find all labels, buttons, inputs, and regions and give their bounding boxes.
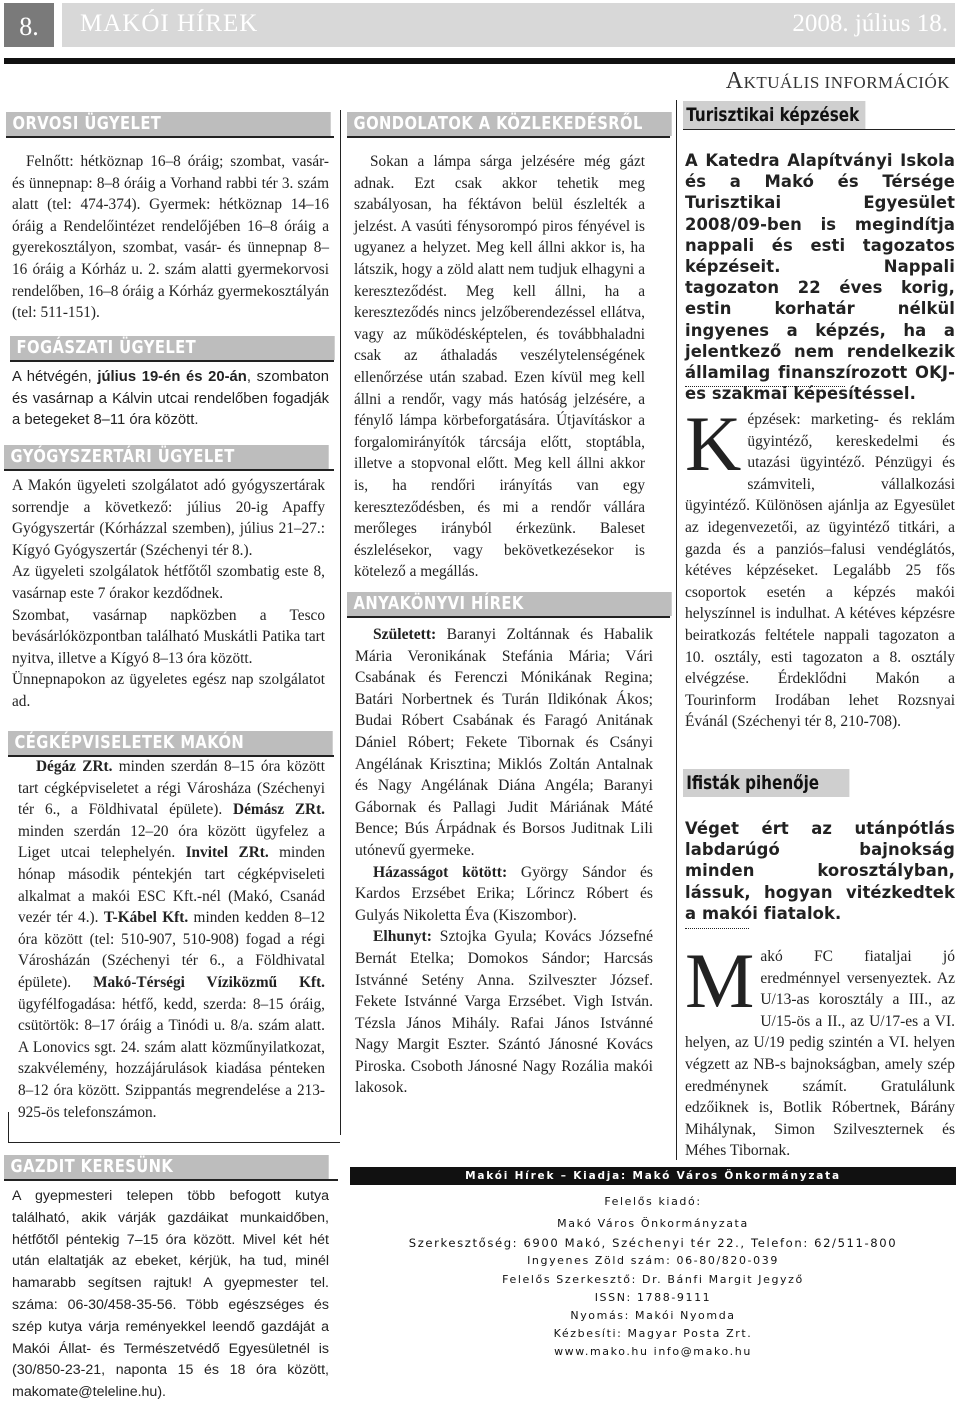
impressum-line: ISSN: 1788-9111 <box>594 1291 712 1304</box>
page-number: 8. <box>4 3 54 47</box>
cegkepviseletek-text: Dégáz ZRt. minden szerdán 8–15 óra között tart cégképviseletet a régi Városháza (Széchenyi tér 6., a Földhivatal épülete). Démász ZRt. minden szerdán 12–20 óra között ügyfelez a Liget utcai telephelyén. Invitel ZRt. minden hónap második péntekjén tart cégképviseleti alkalmat a makói ESC Kft.-nél (Makó, Csanád vezér tér 4.). T-Kábel Kft. minden kedden 8–12 óra között (tel: 510-907, 510-908) fogad a régi Városházán (Széchenyi tér 6., a Földhivatal épülete). Makó-Térségi Víziközmű Kft. ügyfélfogadása: hétfő, kedd, szerda: 8–15 óráig, csütörtök: 8–17 óráig a Tinódi u. 8/a. szám alatt. A Lonovics sgt. 24. szám alatt közműnyilatkozat, szakvélemény, hozzájárulások kiadása pénteken 8–12 óra között. Szippantás megrendelése a 213-925-ös telefonszámon. <box>18 758 325 1121</box>
issue-date: 2008. július 18. <box>792 10 948 37</box>
turisztikai-text: Képzések: marketing- és reklám ügyintéző, kereskedelmi és utazási ügyintéző. Pénzügyi és számviteli, vállalkozási ügyintéző. Különösen ajánlja az Egyesület az idegenvezetői, az ügyintéző titkári, a gazda és a panziós–falusi vendéglátós, kétéves képzéseket. Legalább 25 fős csoportok esetén a képzés makói helyszínnel is indulhat. A kétéves képzésre beiratkozás feltétele nappali tagozaton a 10. osztály, esti tagozaton a 8. osztály elvégzése. Érdeklődni Makón a Tourinform Irodában lehet Rozsnyai Évánál (Széchenyi tér 8, 210-708). <box>685 400 955 731</box>
heading-rule <box>4 1179 338 1181</box>
dotted-divider <box>685 386 845 387</box>
heading-rule <box>347 136 670 138</box>
column-divider-right <box>676 100 677 1160</box>
fogaszati-text: A hétvégén, július 19-én és 20-án, szombaton és vasárnap a Kálvin utcai rendelőben fogadják a betegeket 8–11 óra között. <box>12 369 329 429</box>
rubric-rest: KTUÁLIS INFORMÁCIÓK <box>743 73 950 92</box>
orvosi-text: Felnőtt: hétköznap 16–8 óráig; szombat, vasár- és ünnepnap: 8–8 óráig a Vorhand rabbi tér 3. szám alatt (tel: 474-374). Gyermek: hétköznap 14–16 óráig a Rendelőintézet rendelőjében 16–8 óráig a gyerekosztályon, szombat, vasár- és ünnepnap 8–16 óráig a Kórház u. 2. szám alatti gyermekorvosi rendelőben, 16–8 óráig a Kórház gyermekosztályán (tel: 511-151). <box>12 153 329 322</box>
dropcap-k: K <box>685 400 742 487</box>
heading-rule <box>683 129 955 130</box>
impressum-line: Kézbesíti: Magyar Posta Zrt. <box>553 1327 753 1340</box>
impressum-links[interactable]: www.mako.hu info@mako.hu <box>554 1345 752 1358</box>
rubric-initial: A <box>725 68 744 94</box>
impressum-line: Nyomás: Makói Nyomda <box>570 1309 736 1322</box>
heading-rule <box>6 136 334 138</box>
dropcap-m: M <box>685 937 755 1024</box>
heading-anyakonyvi: ANYAKÖNYVI HÍREK <box>347 592 672 616</box>
fogaszati-dates: július 19-én és 20-án <box>97 369 247 385</box>
anyakonyvi-text: Született: Baranyi Zoltánnak és Habalik Mária Veronikának Stefánia Mária; Vári Csabának és Ferenczi Mónikának Regina; Batári Norbertnek és Turán Ildikónak Ákos; Budai Róbert Csabának és Faragó Anitának Dániel Róbert; Fekete Tibornak és Csányi Angélának Krisztina; Miklós Zoltán Antalnak és Nagy Angélának Diána Angéla; Baranyi Gábornak és Pallagi Judit Máriának Máté Bence; Bús Árpádnak és Borsos Juditnak Lili utónevű gyermeke. Házasságot kötött: György Sándor és Kardos Erzsébet Erika; Lőrincz Róbert és Gulyás Nikoletta Éva (Kiszombor). Elhunyt: Sztojka Gyula; Kovács Józsefné Bernát Etelka; Domokos Sándor; Harcsás Istvánné Setény Anna. Szilveszter József. Fekete Istvánné Varga Erzsébet. Vigh István. Tézsla János Mihály. Rafai János Istvánné Nagy Margit Eszter. Szántó Jánosné Kovács Piroska. Csoboth Jánosné Nagy Rozália makói lakosok. <box>355 626 653 1097</box>
heading-rule <box>4 469 334 471</box>
heading-orvosi: ORVOSI ÜGYELET <box>6 112 331 136</box>
ifistak-text: Makó FC fiataljai jó eredménnyel versenyeztek. Az U/13-as korosztály a III., az U/15-ös a II., az U/17-es a VI. helyen, az U/19 pedig szintén a VI. helyen végzett az NB-s bajnokságban, amely szép eredménynek számít. Gratulálunk edzőiknek is, Botlik Róbertnek, Bárány Mihálynak, Simon Szilveszternek és Méhes Tibornak. <box>685 937 955 1160</box>
turisztikai-lead: A Katedra Alapítványi Iskola és a Makó és Térsége Turisztikai Egyesület 2008/09-ben is megindítja nappali és esti tagozatos képzéseit. Nappali tagozaton 22 éves korig, estin korhatár nélkül ingyenes a képzés, ha a jelentkező nem rendelkezik államilag finanszírozott OKJ-es szakmai képesítéssel. <box>685 151 955 404</box>
heading-turisztikai: Turisztikai képzések <box>683 101 865 129</box>
gazdit-text: A gyepmesteri telepen több befogott kutya található, akik várják gazdáikat munkaidőben, hétfőtől péntekig 7–15 óra között. Mivel két hét után elaltatják az ebeket, kérjük, ha tud, minél hamarabb segítsen rajtuk! A gyepmester tel. száma: 06-30/458-35-56. Több egészséges és szép kutya várja reményekkel leendő gazdáját a Makói Állat- és Természetvédő Egyesületnél is (30/850-23-21, naponta 15 és 18 óra között, makomate@teleline.hu). <box>12 1188 329 1401</box>
heading-gyogyszertari: GYÓGYSZERTÁRI ÜGYELET <box>4 445 329 469</box>
divider <box>8 1142 340 1143</box>
impressum-bar: Makói Hírek – Kiadja: Makó Város Önkormányzata <box>350 1167 956 1185</box>
masthead-rule <box>4 58 955 64</box>
impressum-line: Szerkesztőség: 6900 Makó, Széchenyi tér 22., Telefon: 62/511-800 <box>408 1236 898 1250</box>
column-divider-left <box>340 110 341 1135</box>
heading-fogaszati: FOGÁSZATI ÜGYELET <box>10 336 335 360</box>
ifistak-lead: Véget ért az utánpótlás labdarúgó bajnokság minden korosztályban, lássuk, hogyan vitézkedtek a makói fiatalok. <box>685 819 955 923</box>
section-rubric <box>726 68 950 95</box>
heading-cegkepviseletek: CÉGKÉPVISELETEK MAKÓN <box>8 731 333 755</box>
dotted-divider <box>685 928 749 929</box>
gondolatok-text: Sokan a lámpa sárga jelzésére még gázt adnak. Ezt csak akkor tehetik meg szabályosan, ha féktávon belül észlelték a jelzést. A vasúti fénysorompó piros fényével is ugyanez a helyzet. Meg kell állni akkor is, ha látszik, hogy a zöld alatt nem tudjuk elhagyni a kereszteződést. Meg kell állni, ha a kereszteződés nincs jelzőberendezéssel ellátva, vagy az működésképtelen, és továbbhaladni csak az áthaladás veszélytelenségének ellenőrzése után szabad. Ezen kívül meg kell állni a rendőr, vagy más hatóság jelzésére, a fénylő lámpa körbeforgatására. Útjavításkor a forgalomirányítók tárcsája előtt, stoptábla, illetve a stopvonal előtt. Meg kell állni akkor is, ha rendőri irányítás van egy kereszteződésben, és mi a rendőr vállára merőleges irányból érkezünk. Baleset észlelésekor, vagy bekövetkezésekor is kötelező a megállás. <box>354 153 645 581</box>
heading-gondolatok: GONDOLATOK A KÖZLEKEDÉSRŐL <box>347 112 672 136</box>
impressum-line: Felelős Szerkesztő: Dr. Bánfi Margit Jegyző <box>502 1273 804 1286</box>
impressum-line: Ingyenes Zöld szám: 06-80/820-039 <box>527 1254 779 1267</box>
heading-ifistak: Ifisták pihenője <box>683 769 849 797</box>
newspaper-title: MAKÓI HÍREK <box>80 10 259 37</box>
heading-gazdit: GAZDIT KERESÜNK <box>4 1155 329 1179</box>
hazassag-label: Házasságot kötött: <box>373 863 508 881</box>
impressum-line: Makó Város Önkormányzata <box>557 1217 749 1230</box>
szuletett-label: Született: <box>373 626 437 643</box>
elhunyt-label: Elhunyt: <box>373 928 432 946</box>
gyogyszertari-text: A Makón ügyeleti szolgálatot adó gyógyszertárak sorrendje a következő: július 20-ig Apaffy Gyógyszertár (Kórházzal szemben), július 21–27.: Kígyó Gyógyszertár (Széchenyi tér 8.). Az ügyeleti szolgálatok hétfőtől szombatig este 8, vasárnap este 7 órakor kezdődnek. Szombat, vasárnap napközben a Tesco bevásárlóközpontban található Muskátli Patika tart nyitva, illetve a Kígyó 8–13 óra között. Ünnepnapokon az ügyeletes egész nap szolgálatot ad. <box>12 477 325 710</box>
heading-rule <box>10 360 334 362</box>
divider <box>8 1112 9 1142</box>
impressum-line: Felelős kiadó: <box>604 1195 702 1208</box>
heading-rule <box>347 616 670 618</box>
